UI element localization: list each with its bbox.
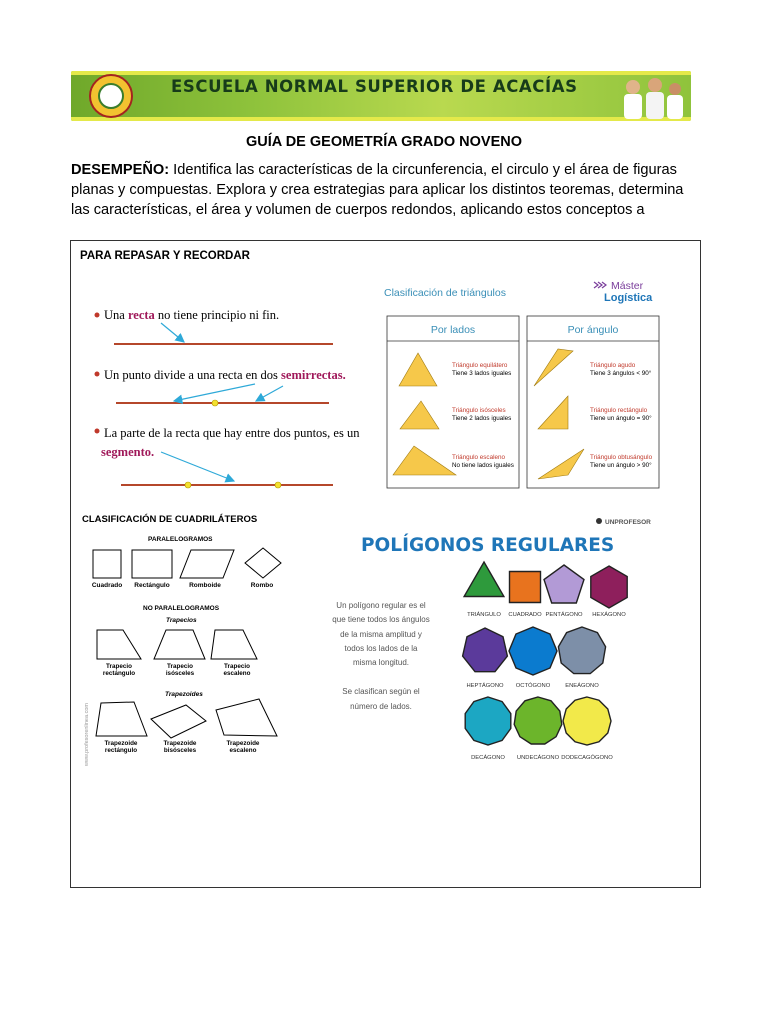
brand-arrows-icon — [594, 282, 606, 288]
line1-a: Una — [104, 308, 128, 322]
desempeno-label: DESEMPEÑO: — [71, 162, 170, 178]
bullet-icon — [95, 313, 100, 318]
poligonos-title: POLÍGONOS REGULARES — [361, 535, 615, 556]
poly-desc1-1: que tiene todos los ángulos — [332, 615, 430, 624]
poly-desc1-3: todos los lados de la — [344, 644, 418, 653]
repaso-heading: PARA REPASAR Y RECORDAR — [80, 250, 250, 262]
trapecio-0-b: rectángulo — [102, 670, 136, 677]
semirrecta-arrow-left-icon — [174, 384, 255, 401]
poly-desc2-0: Se clasifican según el — [342, 687, 420, 696]
tri-ang-desc-2: Tiene un ángulo > 90° — [590, 462, 652, 469]
trapezoide-bisosceles-icon — [151, 705, 206, 738]
tri-ang-desc-0: Tiene 3 ángulos < 90° — [590, 370, 652, 377]
romboide-icon — [180, 550, 234, 578]
tri-lados-desc-1: Tiene 2 lados iguales — [452, 415, 512, 422]
paralelogramos-label: PARALELOGRAMOS — [148, 536, 213, 543]
line1-recta: recta — [127, 308, 155, 322]
por-lados-header: Por lados — [430, 324, 476, 336]
segmento-arrow-icon — [161, 452, 234, 481]
para-item-0: Cuadrado — [91, 582, 123, 589]
tri-ang-desc-1: Tiene un ángulo = 90° — [590, 415, 652, 422]
trapezoide-2-a: Trapezoide — [226, 740, 260, 747]
desempeno-text: Identifica las características de la circunferencia, el circulo y el área de figuras planas y compuestas. Explora y crea estrategias para aplicar los distintos teoremas, determina las características, el área y volumen de cuerpos redondos, aplicando estos conceptos a — [71, 162, 684, 218]
trapezoide-escaleno-icon — [216, 699, 277, 736]
trapezoide-2-b: escaleno — [229, 747, 257, 754]
poly-desc1-0: Un polígono regular es el — [336, 601, 426, 610]
polygon-label: HEPTÁGONO — [466, 683, 504, 689]
document-title: GUÍA DE GEOMETRÍA GRADO NOVENO — [245, 134, 523, 150]
polygon-label: UNDECÁGONO — [516, 755, 560, 761]
polygon-6-sides-icon — [591, 566, 627, 608]
line2-semirrectas: semirrectas. — [281, 368, 346, 382]
cuadrilateros-watermark: www.profesorenlinea.com — [84, 703, 90, 766]
bullet-icon — [95, 372, 100, 377]
brand-master: Máster — [611, 280, 644, 292]
tri-lados-desc-0: Tiene 3 lados iguales — [452, 370, 512, 377]
polygon-11-sides-icon — [514, 697, 562, 744]
students-photo-icon — [615, 73, 685, 119]
line2-a: Un punto divide a una recta en dos — [104, 368, 282, 382]
polygon-label: TRIÁNGULO — [467, 612, 501, 618]
polygon-label: DECÁGONO — [471, 755, 505, 761]
trapecio-2-b: escaleno — [223, 670, 251, 677]
polygon-label: ENEÁGONO — [565, 683, 599, 689]
polygon-10-sides-icon — [465, 697, 511, 745]
polygon-5-sides-icon — [544, 565, 584, 603]
repaso-line-3a: La parte de la recta que hay entre dos puntos, es un — [104, 426, 360, 440]
trapecio-escaleno-icon — [211, 630, 257, 659]
poly-desc1-2: de la misma amplitud y — [340, 630, 422, 639]
para-item-3: Rombo — [250, 582, 274, 589]
line1-c: no tiene principio ni fin. — [154, 308, 280, 322]
content-frame — [70, 240, 701, 888]
polygon-12-sides-icon — [563, 697, 611, 745]
bullet-icon — [95, 429, 100, 434]
trapezoides-label: Trapezoides — [165, 691, 203, 698]
triangulos-title: Clasificación de triángulos — [384, 287, 506, 299]
para-item-2: Romboide — [189, 582, 221, 589]
banner-stripe-top — [71, 71, 691, 75]
cuadrilateros-title: CLASIFICACIÓN DE CUADRILÁTEROS — [82, 514, 258, 525]
tri-ang-name-1: Triángulo rectángulo — [590, 407, 648, 414]
semirrecta-arrow-right-icon — [256, 386, 283, 401]
rombo-icon — [245, 548, 281, 578]
banner-stripe-bottom — [71, 117, 691, 121]
brand-logistica: Logística — [604, 292, 653, 304]
desempeno-paragraph — [71, 160, 701, 220]
poligonos-description — [332, 601, 429, 711]
trapezoide-1-b: bisósceles — [163, 747, 197, 754]
polygon-label: HEXÁGONO — [592, 612, 626, 618]
polygon-3-sides-icon — [464, 562, 504, 597]
trapezoide-rectangulo-icon — [96, 702, 147, 736]
tri-ang-name-2: Triángulo obtusángulo — [590, 454, 653, 461]
trapecio-1-a: Trapecio — [167, 663, 193, 670]
repaso-line-2 — [104, 368, 346, 382]
cuadrado-icon — [93, 550, 121, 578]
polygon-label: DODECAGÓGONO — [561, 755, 613, 761]
tri-lados-name-2: Triángulo escaleno — [452, 454, 505, 461]
polygon-4-sides-icon — [510, 572, 541, 603]
para-item-1: Rectángulo — [134, 582, 170, 589]
trapezoide-1-a: Trapezoide — [163, 740, 197, 747]
poly-desc1-4: misma longitud. — [352, 658, 410, 667]
recta-arrow-icon — [161, 323, 184, 342]
point-icon — [275, 482, 281, 488]
tri-ang-name-0: Triángulo agudo — [590, 362, 636, 369]
rectangulo-icon — [132, 550, 172, 578]
polygon-grid — [463, 562, 628, 761]
polygon-7-sides-icon — [463, 628, 508, 672]
trapecio-2-a: Trapecio — [224, 663, 250, 670]
repaso-line-1 — [104, 308, 279, 322]
polygon-label: PENTÁGONO — [545, 612, 583, 618]
trapecio-1-b: isósceles — [165, 670, 195, 677]
polygon-label: OCTÓGONO — [515, 683, 551, 689]
por-angulo-header: Por ángulo — [567, 324, 619, 336]
polygon-9-sides-icon — [558, 627, 605, 674]
polygon-8-sides-icon — [509, 627, 557, 675]
school-name: ESCUELA NORMAL SUPERIOR DE ACACÍAS — [171, 77, 578, 96]
tri-lados-name-1: Triángulo isósceles — [452, 407, 506, 414]
repaso-line-3b: segmento. — [101, 445, 155, 459]
school-banner — [71, 71, 691, 121]
unprofesor-brand: UNPROFESOR — [605, 519, 651, 526]
trapecio-rectangulo-icon — [97, 630, 141, 659]
trapezoide-0-b: rectángulo — [104, 747, 138, 754]
point-icon — [212, 400, 218, 406]
trapecios-label: Trapecios — [166, 617, 197, 624]
unprofesor-logo-icon — [596, 518, 602, 524]
point-icon — [185, 482, 191, 488]
content-illustration — [71, 241, 700, 887]
poly-desc2-1: número de lados. — [350, 702, 412, 711]
tri-lados-name-0: Triángulo equilátero — [452, 362, 508, 369]
tri-lados-desc-2: No tiene lados iguales — [452, 462, 514, 469]
trapecio-0-a: Trapecio — [106, 663, 132, 670]
trapecio-isosceles-icon — [154, 630, 205, 659]
no-paralelogramos-label: NO PARALELOGRAMOS — [143, 605, 220, 612]
polygon-label: CUADRADO — [508, 612, 542, 618]
trapezoide-0-a: Trapezoide — [104, 740, 138, 747]
school-crest-logo — [89, 74, 133, 118]
